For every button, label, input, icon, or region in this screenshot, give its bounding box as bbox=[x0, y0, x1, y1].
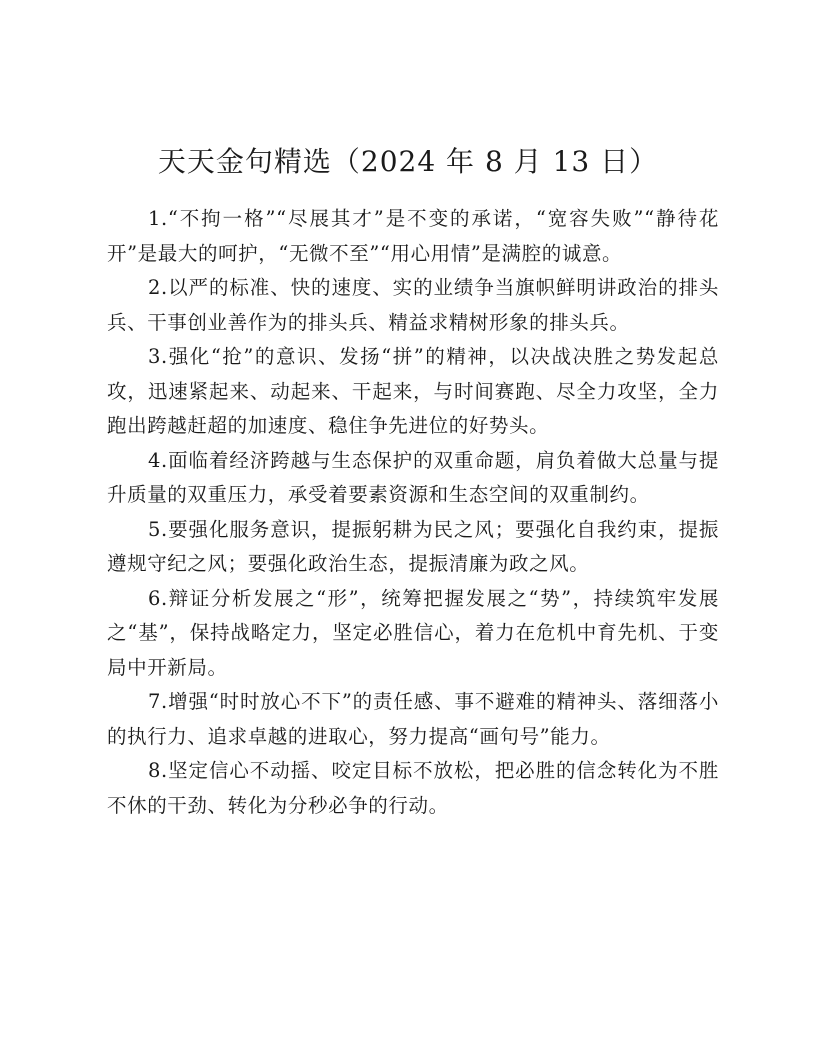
document-body bbox=[107, 202, 719, 823]
paragraph-number: 6. bbox=[148, 586, 168, 610]
paragraph-4 bbox=[107, 444, 719, 513]
paragraph-text: “不拘一格”“尽展其才”是不变的承诺，“宽容失败”“静待花开”是最大的呵护，“无微不至”“用心用情”是满腔的诚意。 bbox=[107, 207, 719, 265]
paragraph-text: 坚定信心不动摇、咬定目标不放松，把必胜的信念转化为不胜不休的干劲、转化为分秒必争的行动。 bbox=[107, 759, 719, 817]
paragraph-number: 3. bbox=[148, 345, 168, 368]
paragraph-7 bbox=[107, 685, 719, 754]
paragraph-text: 面临着经济跨越与生态保护的双重命题，肩负着做大总量与提升质量的双重压力，承受着要素资源和生态空间的双重制约。 bbox=[107, 448, 719, 506]
paragraph-number: 1. bbox=[148, 207, 168, 230]
document-title: 天天金句精选（2024 年 8 月 13 日） bbox=[157, 145, 659, 178]
paragraph-number: 7. bbox=[148, 690, 168, 713]
paragraph-text: 以严的标准、快的速度、实的业绩争当旗帜鲜明讲政治的排头兵、干事创业善作为的排头兵、精益求精树形象的排头兵。 bbox=[107, 276, 719, 334]
paragraph-5 bbox=[107, 513, 719, 582]
paragraph-text: 辩证分析发展之“形”，统筹把握发展之“势”，持续筑牢发展之“基”，保持战略定力，坚定必胜信心，着力在危机中育先机、于变局中开新局。 bbox=[107, 586, 719, 679]
paragraph-number: 8. bbox=[148, 759, 168, 782]
paragraph-number: 4. bbox=[148, 448, 168, 472]
paragraph-text: 要强化服务意识，提振躬耕为民之风；要强化自我约束，提振遵规守纪之风；要强化政治生态，提振清廉为政之风。 bbox=[107, 517, 719, 575]
paragraph-number: 5. bbox=[148, 517, 168, 541]
paragraph-1 bbox=[107, 202, 719, 271]
paragraph-text: 增强“时时放心不下”的责任感、事不避难的精神头、落细落小的执行力、追求卓越的进取心，努力提高“画句号”能力。 bbox=[107, 690, 719, 748]
paragraph-6 bbox=[107, 582, 719, 686]
paragraph-number: 2. bbox=[148, 276, 168, 299]
paragraph-text: 强化“抢”的意识、发扬“拼”的精神，以决战决胜之势发起总攻，迅速紧起来、动起来、干起来，与时间赛跑、尽全力攻坚，全力跑出跨越赶超的加速度、稳住争先进位的好势头。 bbox=[107, 345, 719, 437]
paragraph-3 bbox=[107, 340, 719, 444]
paragraph-8 bbox=[107, 754, 719, 823]
paragraph-2 bbox=[107, 271, 719, 340]
